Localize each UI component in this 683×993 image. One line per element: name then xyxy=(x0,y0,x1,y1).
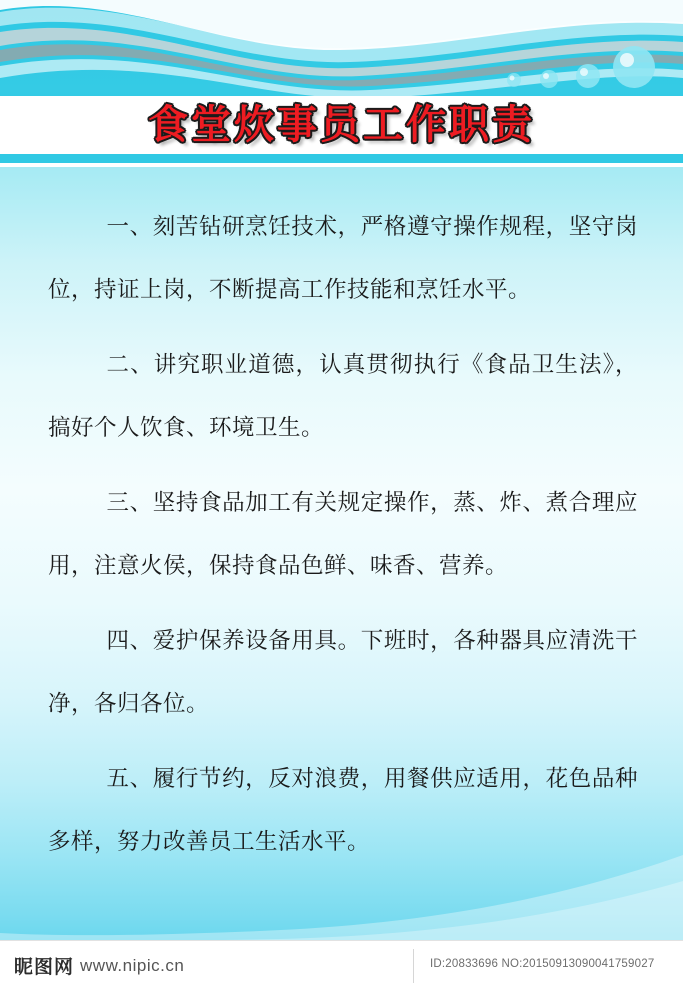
site-url-label: www.nipic.cn xyxy=(80,955,185,975)
footer-watermark-bar xyxy=(0,940,683,993)
page-title: 食堂炊事员工作职责 xyxy=(148,101,535,148)
list-item: 四、爱护保养设备用具。下班时，各种器具应清洗干净，各归各位。 xyxy=(48,628,638,717)
list-item: 二、讲究职业道德，认真贯彻执行《食品卫生法》，搞好个人饮食、环境卫生。 xyxy=(48,352,638,441)
list-item: 一、刻苦钻研烹饪技术，严格遵守操作规程，坚守岗位，持证上岗，不断提高工作技能和烹饪水平。 xyxy=(48,214,638,303)
image-id-label: ID:20833696 NO:20150913090041759027 xyxy=(430,958,655,970)
bottom-wave-decoration xyxy=(0,821,683,941)
list-item: 三、坚持食品加工有关规定操作，蒸、炸、煮合理应用，注意火侯，保持食品色鲜、味香、营养。 xyxy=(48,490,638,579)
list-item: 五、履行节约，反对浪费，用餐供应适用，花色品种多样，努力改善员工生活水平。 xyxy=(48,766,638,855)
site-logo xyxy=(14,952,184,979)
responsibility-list xyxy=(48,196,638,886)
title-underline xyxy=(0,154,683,163)
site-name-label: 昵图网 xyxy=(14,956,75,978)
footer-divider xyxy=(413,949,414,983)
title-underline-secondary xyxy=(0,163,683,167)
